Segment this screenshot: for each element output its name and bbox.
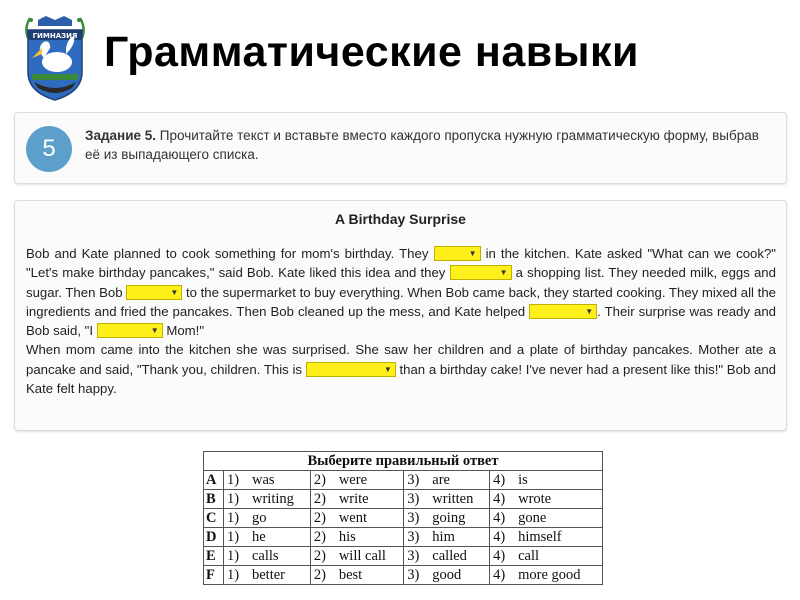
option-value: were [336,471,404,490]
task-card [14,112,787,184]
option-value: him [429,528,489,547]
chevron-down-icon: ▼ [585,306,594,316]
option-number: 1) [224,509,250,528]
passage [26,244,776,398]
option-value: himself [515,528,602,547]
option-value: went [336,509,404,528]
option-value: written [429,490,489,509]
option-value: better [249,566,310,585]
chevron-down-icon: ▼ [468,249,477,258]
option-value: will call [336,547,404,566]
option-number: 1) [224,471,250,490]
option-number: 4) [490,528,516,547]
row-letter: D [204,528,224,547]
option-number: 1) [224,547,250,566]
passage-segment: to the supermarket to buy everything. When Bob came back, they started cooking. They mixed all the ingredients and fried the pancakes. Then Bob cleaned up the mess, and Kate helped [26,284,776,319]
text-card [14,200,787,431]
text-title: A Birthday Surprise [335,211,466,227]
row-letter: A [204,471,224,490]
table-row [204,471,603,490]
table-row [204,509,603,528]
option-number: 3) [404,509,430,528]
task-number-badge: 5 [26,126,72,172]
option-value: gone [515,509,602,528]
option-value: writing [249,490,310,509]
task-instruction [85,126,775,164]
option-number: 3) [404,490,430,509]
option-value: going [429,509,489,528]
option-value: wrote [515,490,602,509]
option-value: calls [249,547,310,566]
task-instruction-text: Прочитайте текст и вставьте вместо каждого пропуска нужную грамматическую форму, выбрав её из выпадающего списка. [85,128,759,162]
option-value: more good [515,566,602,585]
svg-text:ГИМНАЗИЯ: ГИМНАЗИЯ [32,32,78,40]
row-letter: B [204,490,224,509]
option-number: 4) [490,490,516,509]
table-row [204,566,603,585]
option-number: 1) [224,490,250,509]
option-value: write [336,490,404,509]
chevron-down-icon: ▼ [499,268,508,278]
answer-options-table [203,451,603,585]
option-number: 4) [490,547,516,566]
chevron-down-icon: ▼ [383,364,392,374]
option-number: 1) [224,566,250,585]
page-title: Грамматические навыки [104,28,639,76]
passage-segment: Mom!" [166,323,204,339]
passage-segment: than a birthday cake! I've never had a present like this!" Bob and Kate felt happy. [26,361,776,397]
option-number: 3) [404,471,430,490]
row-letter: F [204,566,224,585]
passage-segment: When mom came into the kitchen she was surprised. She saw her children and a plate of birthday pancakes. Mother ate a pancake and said, "Thank you, children. This is [26,342,776,377]
option-number: 1) [224,528,250,547]
gap-dropdown-a[interactable] [434,246,481,261]
gymnasium-logo [22,14,88,104]
passage-segment: a shopping list. They needed milk, eggs and sugar. Then Bob [26,265,776,300]
option-number: 3) [404,566,430,585]
option-value: he [249,528,310,547]
option-number: 3) [404,528,430,547]
option-number: 2) [310,566,336,585]
option-number: 4) [490,471,516,490]
table-header: Выберите правильный ответ [204,452,603,471]
option-value: called [429,547,489,566]
passage-segment: . Their surprise was ready and Bob said, "I [26,303,776,339]
row-letter: C [204,509,224,528]
option-value: was [249,471,310,490]
option-number: 2) [310,528,336,547]
option-value: his [336,528,404,547]
task-label: Задание 5. [85,128,157,143]
option-number: 2) [310,490,336,509]
option-number: 2) [310,509,336,528]
table-row [204,528,603,547]
gap-dropdown-d[interactable] [529,304,597,319]
gap-dropdown-c[interactable] [126,285,182,300]
gap-dropdown-e[interactable] [97,323,163,338]
passage-segment: in the kitchen. Kate asked "What can we cook?" "Let's make birthday pancakes," said Bob. Kate liked this idea and they [26,246,776,281]
option-value: are [429,471,489,490]
chevron-down-icon: ▼ [150,326,159,336]
gap-dropdown-f[interactable] [306,362,396,377]
table-row [204,547,603,566]
option-value: good [429,566,489,585]
option-value: best [336,566,404,585]
option-number: 2) [310,471,336,490]
option-number: 4) [490,566,516,585]
chevron-down-icon: ▼ [170,287,179,297]
option-value: call [515,547,602,566]
option-value: is [515,471,602,490]
gap-dropdown-b[interactable] [450,265,512,280]
option-number: 3) [404,547,430,566]
row-letter: E [204,547,224,566]
option-number: 4) [490,509,516,528]
passage-segment: Bob and Kate planned to cook something for mom's birthday. They [26,246,429,261]
option-value: go [249,509,310,528]
table-row [204,490,603,509]
option-number: 2) [310,547,336,566]
